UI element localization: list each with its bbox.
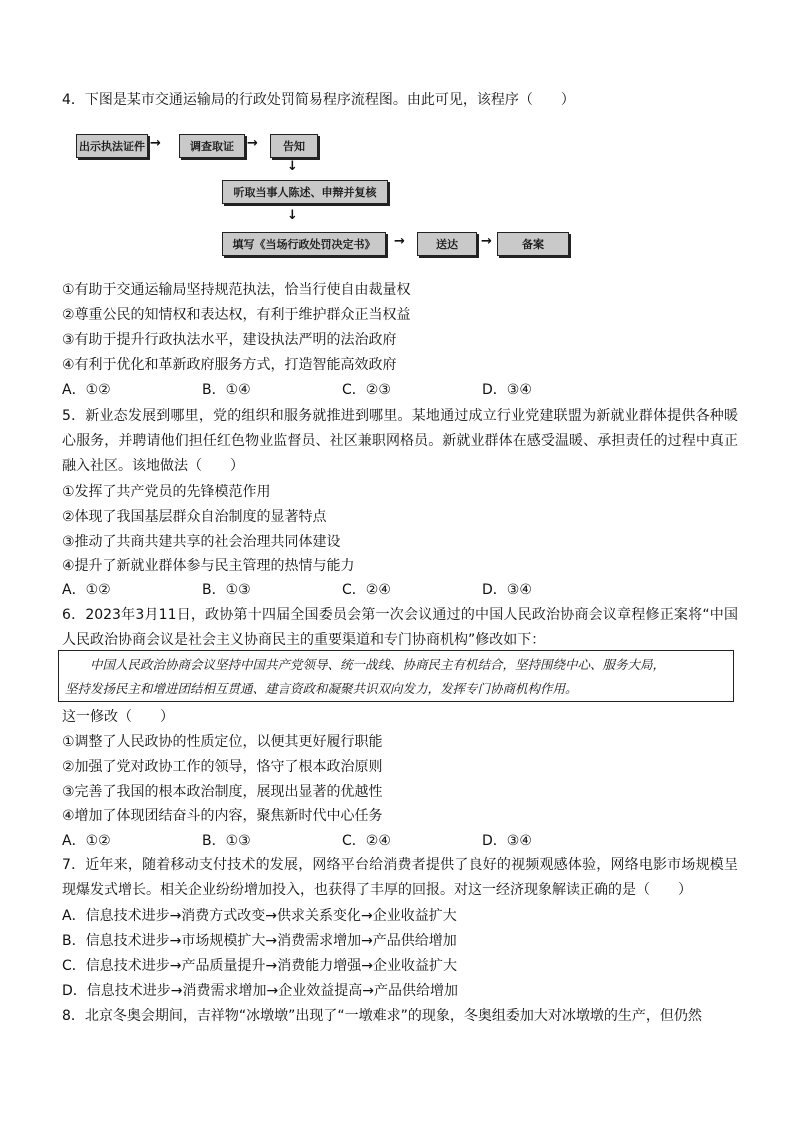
q7-option-c: C．信息技术进步→产品质量提升→消费能力增强→企业收益扩大 — [62, 958, 457, 974]
q5-options — [62, 580, 742, 600]
q4-item-3: ③有助于提升行政执法水平，建设执法严明的法治政府 — [62, 332, 397, 348]
q5-item-2: ②体现了我国基层群众自治制度的显著特点 — [62, 509, 327, 525]
q6-option-b: B．①③ — [202, 833, 251, 849]
flow-step-record: 备案 — [497, 232, 569, 256]
flow-arrow-3: ↓ — [287, 159, 298, 174]
q7-option-a: A．信息技术进步→消费方式改变→供求关系变化→企业收益扩大 — [62, 908, 457, 924]
flow-step-notify: 告知 — [270, 134, 318, 158]
flow-step-show-id: 出示执法证件 — [76, 134, 148, 158]
q5-option-b: B．①③ — [202, 582, 251, 598]
q4-option-b: B．①④ — [202, 382, 251, 398]
q5-option-c: C．②④ — [342, 582, 391, 598]
q6-item-4: ④增加了体现团结奋斗的内容，聚焦新时代中心任务 — [62, 808, 383, 824]
q4-options — [62, 380, 742, 400]
q8-stem: 8．北京冬奥会期间，吉祥物“冰墩墩”出现了“一墩难求”的现象，冬奥组委加大对冰墩墩的生产，但仍然 — [62, 1008, 702, 1024]
q6-item-3: ③完善了我国的根本政治制度，展现出显著的优越性 — [62, 784, 383, 800]
q5-item-3: ③推动了共商共建共享的社会治理共同体建设 — [62, 534, 341, 550]
q6-amendment-quote — [58, 650, 734, 702]
q6-quote-line-1: 中国人民政治协商会议坚持中国共产党领导、统一战线、协商民主有机结合，坚持围绕中心、服务大局， — [65, 657, 666, 672]
q7-option-b: B．信息技术进步→市场规模扩大→消费需求增加→产品供给增加 — [62, 933, 457, 949]
q4-item-2: ②尊重公民的知情权和表达权，有利于维护群众正当权益 — [62, 307, 411, 323]
flow-step-hear-statement: 听取当事人陈述、申辩并复核 — [222, 180, 388, 204]
q7-stem: 7．近年来，随着移动支付技术的发展，网络平台给消费者提供了良好的视频观感体验，网络电影市场规模呈现爆发式增长。相关企业纷纷增加投入，也获得了丰厚的回报。对这一经济现象解读正确的是（ ） — [62, 857, 738, 898]
flow-step-fill-decision: 填写《当场行政处罚决定书》 — [222, 232, 386, 256]
q6-option-d: D．③④ — [482, 833, 532, 849]
q4-option-d: D．③④ — [482, 382, 532, 398]
q5-item-1: ①发挥了共产党员的先锋模范作用 — [62, 484, 271, 500]
flow-step-investigate: 调查取证 — [179, 134, 245, 158]
q7-option-d: D．信息技术进步→消费需求增加→企业效益提高→产品供给增加 — [62, 983, 458, 999]
flow-step-deliver: 送达 — [417, 232, 477, 256]
q5-stem: 5．新业态发展到哪里，党的组织和服务就推进到哪里。某地通过成立行业党建联盟为新就业群体提供各种暖心服务，并聘请他们担任红色物业监督员、社区兼职网格员。新就业群体在感受温暖、承担责任的过程中真正融入社区。该地做法（ ） — [62, 408, 738, 474]
q4-stem: 4．下图是某市交通运输局的行政处罚简易程序流程图。由此可见，该程序（ ） — [62, 92, 575, 108]
q5-option-a: A．①② — [62, 582, 111, 598]
flow-arrow-6: → — [481, 234, 492, 249]
q6-option-c: C．②④ — [342, 833, 391, 849]
flow-arrow-1: → — [150, 136, 161, 151]
q4-item-1: ①有助于交通运输局坚持规范执法，恰当行使自由裁量权 — [62, 282, 411, 298]
q4-item-4: ④有利于优化和革新政府服务方式，打造智能高效政府 — [62, 357, 397, 373]
q6-tail: 这一修改（ ） — [62, 709, 174, 725]
q4-option-c: C．②③ — [342, 382, 391, 398]
flow-arrow-2: → — [247, 136, 258, 151]
q6-quote-line-2: 坚持发扬民主和增进团结相互贯通、建言资政和凝聚共识双向发力，发挥专门协商机构作用。 — [65, 681, 578, 696]
flow-arrow-4: ↓ — [287, 208, 298, 223]
q5-option-d: D．③④ — [482, 582, 532, 598]
q6-item-1: ①调整了人民政协的性质定位，以便其更好履行职能 — [62, 734, 383, 750]
q6-stem: 6．2023年3月11日，政协第十四届全国委员会第一次会议通过的中国人民政治协商会议章程修正案将“中国人民政治协商会议是社会主义协商民主的重要渠道和专门协商机构”修改如下： — [62, 607, 738, 648]
q4-option-a: A．①② — [62, 382, 111, 398]
q5-item-4: ④提升了新就业群体参与民主管理的热情与能力 — [62, 558, 355, 574]
q6-options — [62, 831, 742, 851]
q6-option-a: A．①② — [62, 833, 111, 849]
q6-item-2: ②加强了党对政协工作的领导，恪守了根本政治原则 — [62, 759, 383, 775]
flow-arrow-5: → — [394, 234, 405, 249]
